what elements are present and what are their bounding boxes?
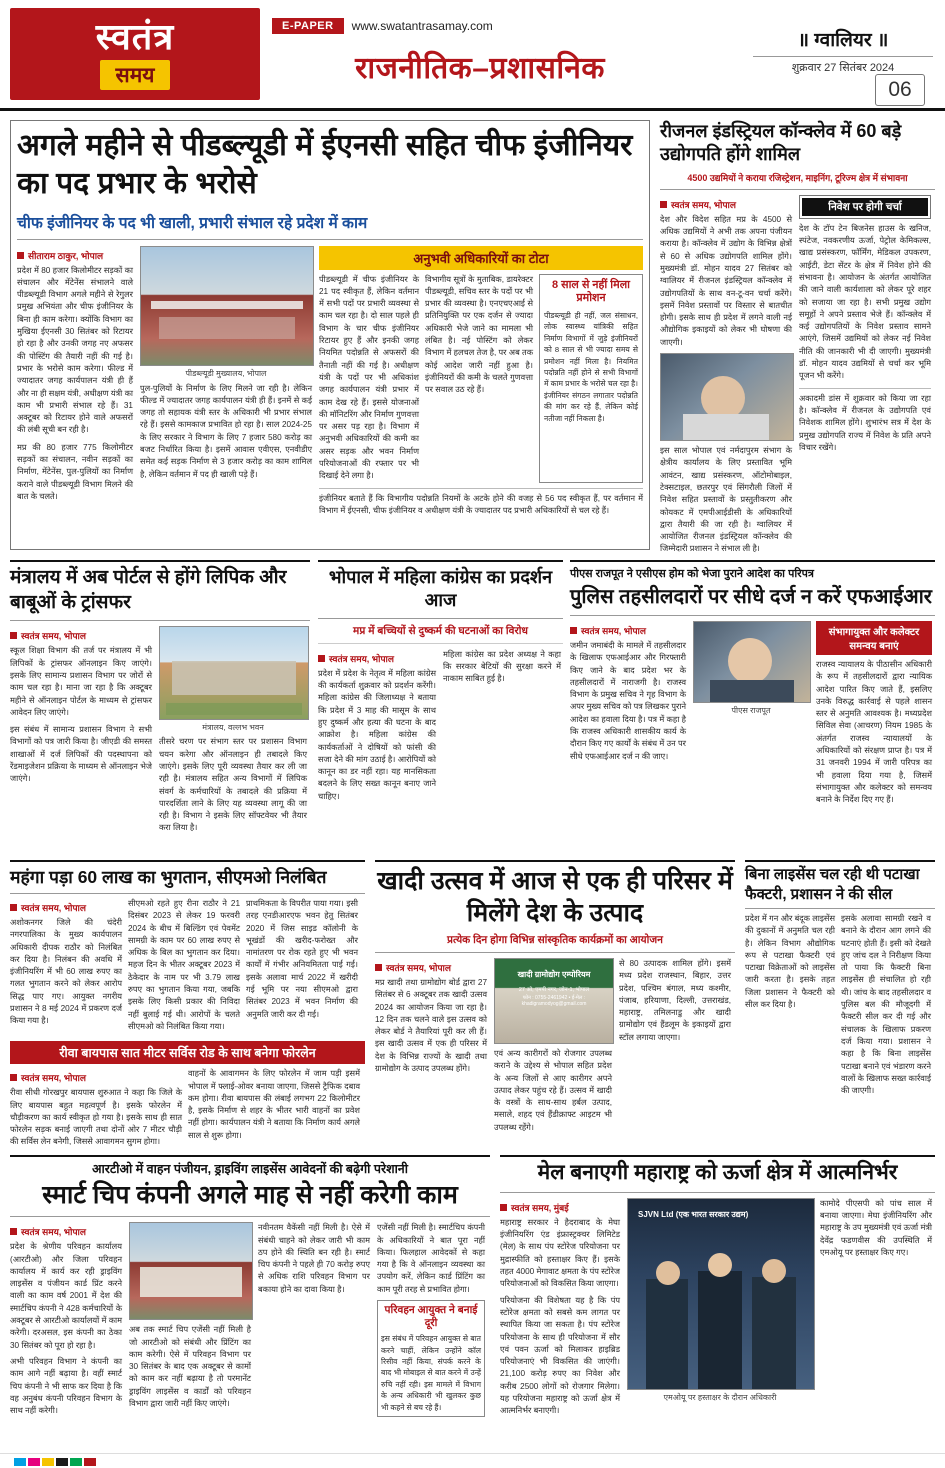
fir-text-2: राजस्व न्यायालय के पीठासीन अधिकारी के रूप में तहसीलदारों द्वारा न्यायिक आदेश पारित किए जाते हैं, इसलिए उनके विरुद्ध कार्रवाई से पहले शासन स्तर से अनुमति आवश्यक है। मध्यप्रदेश सिविल सेवा (आचरण) नियम 1985 के अंतर्गत राजस्व न्यायालयों के अधिकारियों को संरक्षण प्राप्त है। पत्र में 31 जनवरी 1994 में जारी परिपत्र का भी हवाला दिया गया है, जिसमें संभागायुक्त और कलेक्टर को समन्वय बनाने के निर्देश दिए गए हैं। [816,660,932,805]
mahila-congress-article [318,560,563,803]
transfer-photo [159,626,309,720]
smartchip-article [10,1155,490,1417]
cmo-suspended-article [10,860,365,1149]
khadi-headline: खादी उत्सव में आज से एक ही परिसर में मिलेंगे देश के उत्पाद [377,867,733,927]
lead-headline: अगले महीने से पीडब्ल्यूडी में ईएनसी सहित चीफ इंजीनियर का पद प्रभार के भरोसे [17,129,633,200]
color-swatches [14,1458,96,1466]
conclave-byline: स्वतंत्र समय, भोपाल [660,198,792,211]
conclave-photo [660,353,794,441]
newspaper-logo [10,8,260,100]
mel-headline: मेल बनाएगी महाराष्ट्र को ऊर्जा क्षेत्र में आत्मनिर्भर [537,1161,898,1184]
mel-text-2: परियोजना की विशेषता यह है कि पंप स्टोरेज क्षमता को सबसे कम लागत पर स्थापित किया जा सकता है। पंप स्टोरेज परियोजना के साथ ही परियोजना में सौर एवं पवन ऊर्जा को मिलाकर हाइब्रिड परियोजनाएं भी विकसित की जाएंगी। 21,100 करोड़ रुपए का निवेश और करीब 2500 लोगों को रोजगार मिलेगा। यह परियोजना महाराष्ट्र को ऊर्जा क्षेत्र में आत्मनिर्भर बनाएगी। [500,1295,620,1416]
lead-deck: चीफ इंजीनियर के पद भी खाली, प्रभारी संभाल रहे प्रदेश में काम [17,214,368,232]
fir-headline: पुलिस तहसीलदारों पर सीधे दर्ज न करें एफआईआर [570,586,932,608]
conclave-headline: रीजनल इंडस्ट्रियल कॉन्क्लेव में 60 बड़े उद्योगपति होंगे शामिल [660,121,902,165]
congress-byline: स्वतंत्र समय, भोपाल [318,652,436,665]
fir-byline: स्वतंत्र समय, भोपाल [570,624,686,637]
factory-headline: बिना लाइसेंस चल रही थी पटाखा फैक्टरी, प्रशासन ने की सील [745,866,920,903]
fir-banner: संभागायुक्त और कलेक्टर समन्वय बनाएं [816,621,932,655]
mel-byline: स्वतंत्र समय, मुंबई [500,1201,620,1214]
mel-text-1: महाराष्ट्र सरकार ने हैदराबाद के मेघा इंजीनियरिंग एंड इंफ्रास्ट्रक्चर लिमिटेड (मेल) के साथ पंप स्टोरेज परियोजना पर मुद्रास्फीति को हस्ताक्षर किए हैं। इसके तहत 4000 मेगावाट क्षमता के पंप स्टोरेज परियोजनाओं को विकसित किया जाएगा। [500,1217,620,1289]
epaper-bar [272,16,662,36]
transfer-byline: स्वतंत्र समय, भोपाल [10,629,152,642]
smartchip-photo [129,1222,253,1320]
transfer-headline: मंत्रालय में अब पोर्टल से होंगे लिपिक और बाबूओं के ट्रांसफर [10,567,287,613]
section-title: राजनीतिक–प्रशासनिक [355,52,605,85]
lead-photo-caption: पीडब्ल्यूडी मुख्यालय, भोपाल [185,368,267,378]
cmo-text-2: सीएमओ रहते हुए रीना राठौर ने 21 दिसंबर 2023 से लेकर 19 फरवरी 2024 के बीच में बिल्डिंग एवं पेवमेंट सामग्री के काम पर 60 लाख रुपए से अधिक के बिल का भुगतान कर दिया। महज दिन के भीतर अक्टूबर 2023 में ठेकेदार के नाम पर भी 3.79 लाख रुपए का भुगतान किया गया, जबकि इसके लिए किसी प्रकार की निविदा नहीं बुलाई गई थी। आरोपों के चलते सीएमओ को निलंबित किया गया। [128,899,240,1031]
edition-box [753,26,933,75]
lead-text-1: प्रदेश में 80 हजार किलोमीटर सड़कों का संचालन और मेंटेनेंस संभालने वाले पीडब्ल्यूडी विभाग अगले महीने से रेगुलर प्रमुख अभियंता और चीफ इंजीनियर के बिना ही काम करेगा। क्योंकि विभाग का मुखिया ईएनसी 30 सितंबर को रिटायर हो रहा है और उनकी जगह नए अफसर की पोस्टिंग की तैयारी नहीं की गई है। प्रभार के भरोसे काम करेगा। फील्ड में ज्यादातर जगह कार्यपालन यंत्री ही हैं और ना ही सक्षम यंत्री, अधीक्षण यंत्री का काम भी प्रभारी संभाल रहे हैं। 31 अक्टूबर को रिटायर होने वाले अफसरों की लंबी सूची बन रही है। [17,265,133,435]
transfer-text-2: तीसरे चरण पर संभाग स्तर पर प्रशासन विभाग चयन करेगा और ऑनलाइन ही तबादले किए जाएंगे। इसके लिए पूरी व्यवस्था तैयार कर ली जा रही है। मंत्रालय सहित अन्य विभागों में लिपिक संवर्ग के कर्मचारियों के तबादले की प्रक्रिया में पारदर्शिता लाने के लिए यह व्यवस्था लागू की जा रही है। विभाग ने इसके लिए सॉफ्टवेयर भी तैयार करा लिया है। [159,737,307,833]
smartchip-text-2: अब तक स्मार्ट चिप एजेंसी नहीं मिली है जो आरटीओ को संबंधी और प्रिंटिंग का काम करेगी। ऐसे में परिवहन विभाग पर 30 सितंबर के बाद एक अक्टूबर से कामों को काम कर नहीं बढ़ाया है तो परमानेंट ड्राइविंग लाइसेंस व कार्डों को परिवहन विभाग द्वारा जारी नहीं किए जाएंगे। [129,1325,251,1409]
page-number: 06 [875,74,925,106]
lead-sidebar-text-b: विभागीय सूत्रों के मुताबिक, डायरेक्टर पीडब्ल्यूडी, सचिव स्तर के पदों पर भी प्रभार की व्यवस्था है। एनएचएआई से प्रतिनियुक्ति पर एक दर्जन से ज्यादा अधिकारी भेजे जाने का मामला भी लंबित है। नई पोस्टिंग को लेकर विभाग में हलचल तेज है, पर अब तक कोई आदेश जारी नहीं हुआ है। इंजीनियरों की कमी के चलते गुणवत्ता पर सवाल उठ रहे हैं। [425,274,533,395]
smartchip-box-title: परिवहन आयुक्त ने बनाई दूरी [384,1304,478,1330]
smartchip-kicker: आरटीओ में वाहन पंजीयन, ड्राइविंग लाइसेंस आवेदनों की बढ़ेगी परेशानी [92,1162,408,1176]
khadi-text-1: मप्र खादी तथा ग्रामोद्योग बोर्ड द्वारा 27 सितंबर से 6 अक्टूबर तक खादी उत्सव 2024 का आयोजन किया जा रहा है। 12 दिन तक चलने वाले इस उत्सव को लेकर बोर्ड ने तैयारियां पूरी कर ली हैं। इस खादी उत्सव में एक ही परिसर में देश के विभिन्न राज्यों के खादी तथा ग्रामोद्योग के उत्पाद उपलब्ध होंगे। [375,978,487,1074]
fir-photo-caption: पीएस राजपूत [731,706,771,715]
lead-sidebar-title: अनुभवी अधिकारियों का टोटा [319,246,643,270]
smartchip-byline: स्वतंत्र समय, भोपाल [10,1225,122,1238]
rewa-text-2: वाहनों के आवागमन के लिए फोरलेन में जाम पड़ी इसमें भोपाल में फ्लाई-ओवर बनाया जाएगा, जिससे ट्रैफिक दबाव कम होगा। रीवा बायपास की लंबाई लगभग 22 किलोमीटर है, इसके निर्माण से शहर के भीतर भारी वाहनों का प्रवेश नहीं होगा। कार्यपालन यंत्री ने बताया कि निर्माण कार्य अगले साल से शुरू होगा। [188,1069,360,1140]
mel-banner-text: SJVN Ltd (एक भारत सरकार उद्यम) [638,1209,749,1219]
conclave-text-2: देश के टॉप टेन बिजनेस हाउस के खनिज, स्पंटेज, नवकरणीय ऊर्जा, पेट्रोल केमिकल्स, खाद्य प्रसंस्करण, फॉर्मिंग, मेडिकल उपकरण, आईटी, डेटा सेंटर के क्षेत्र में निवेश होने की संभावना है। आयोजन के अंतर्गत आयोजित की जाने वाली कार्यशाला को लेकर पूरे शहर को सजाया जा रहा है। सभी प्रमुख उद्योग समूहों ने अपने प्रस्ताव भेजे हैं। कॉन्क्लेव में कई उद्योगपतियों के निवेश प्रस्ताव सामने आएंगे, जिसमें उद्यमियों को लेकर नई निवेश नीति की जानकारी भी दी जाएगी। मुख्यमंत्री डॉ. मोहन यादव उद्यमियों से चर्चा कर भूमि पूजन भी करेंगे। [799,223,931,381]
industrial-conclave-article [660,120,935,556]
firecracker-factory-article [745,860,935,1097]
conclave-box-title: निवेश पर होगी चर्चा [802,198,928,216]
footer-strip [0,1453,945,1468]
lead-text-1b: मप्र की 80 हजार 775 किलोमीटर सड़कों का संचालन, नवीन सड़कों का निर्माण, मेंटेनेंस, पुल-पुलियों का निर्माण कराने वाले पीडब्ल्यूडी विभाग मिलने की बात के चलते। [17,442,133,501]
transfer-text-1: स्कूल शिक्षा विभाग की तर्ज पर मंत्रालय में भी लिपिकों के ट्रांसफर ऑनलाइन किए जाएंगे। इसके लिए सामान्य प्रशासन विभाग पर जोरों से काम चल रहा है। माना जा रहा है कि अक्टूबर महीने से ऑनलाइन पोर्टल के माध्यम से ट्रांसफर आवेदन लिए जाएंगे। [10,646,152,717]
cmo-byline: स्वतंत्र समय, भोपाल [10,901,122,914]
lead-photo [140,246,314,366]
conclave-text-1b: इस साल भोपाल एवं नर्मदापुरम संभाग के क्षेत्रीय कार्यालय के लिए प्रस्तावित भूमि आवंटन, खाद्य प्रसंस्करण, ऑटोमोबाइल, टेक्सटाइल, छतरपुर एवं सिंगरौली जिलों में निवेश सहित प्रस्तावों के प्रस्तुतीकरण और कोयकट में एमपीआईडीसी के अधिकारियों द्वारा तैयारी की जा रही है। ग्वालियर में आयोजित रीजनल इंडस्ट्रियल कॉन्क्लेव की जिम्मेदारी प्रशासन ने संभाल ली है। [660,446,792,554]
khadi-shop-phone: फोन : 0755-2461942 • ई-मेल : khadigramodyog@gmail.com [521,995,587,1007]
logo-subtitle: समय [100,60,171,90]
conclave-column-2 [799,195,931,556]
smartchip-headline: स्मार्ट चिप कंपनी अगले माह से नहीं करेगी काम [42,1181,458,1209]
masthead [0,0,945,111]
lead-infobox-text: पीडब्ल्यूडी ही नहीं, जल संसाधन, लोक स्वास्थ्य यांत्रिकी सहित निर्माण विभागों में जुड़े इंजीनियरों को 8 साल से भी ज्यादा समय से प्रमोशन नहीं मिला है। नियमित पदोन्नति नहीं होने से सभी विभागों में काम प्रभार के भरोसे चल रहा है। इंजीनियर संगठन लगातार पदोन्नति की मांग कर रहे हैं, लेकिन कोई नतीजा नहीं निकला है। [544,311,638,423]
factory-text-2: इसके अलावा सामग्री रखने व बनाने के दौरान आग लगने की घटनाएं होती हैं। इसी को देखते हुए जांच दल ने निरीक्षण किया तो पाया कि फैक्टरी बिना लाइसेंस ही संचालित हो रही थी। जांच के बाद तहसीलदार व पुलिस बल की मौजूदगी में फैक्टरी सील कर दी गई और संचालक के खिलाफ प्रकरण दर्ज किया गया। प्रशासन ने कहा है कि बिना लाइसेंस पटाखा बनाने एवं भंडारण करने वालों के खिलाफ सख्त कार्रवाई की जाएगी। [841,914,931,1096]
epaper-badge[interactable]: E-PAPER [272,18,344,34]
lead-column-1 [17,246,133,518]
mel-text-3: कामोदे पीएसपी को पांच साल में बनाया जाएगा। मेघा इंजीनियरिंग और महाराष्ट्र के उप मुख्यमंत्री एवं ऊर्जा मंत्री देवेंद्र फडणवीस की उपस्थिति में एमओयू पर हस्ताक्षर किए गए। [820,1198,932,1258]
edition-date: शुक्रवार 27 सितंबर 2024 [753,56,933,75]
smartchip-text-3: एजेंसी नहीं मिली है। स्मार्टचिप कंपनी के अधिकारियों ने बात पूरा नहीं किया। फिलहाल आवेदकों से कहा गया है कि वे ऑनलाइन व्यवस्था का उपयोग करें, लेकिन कार्ड प्रिंटिंग का काम पूरी तरह से प्रभावित होगा। [377,1223,485,1294]
lead-article [10,120,650,550]
lead-column-2 [140,246,312,518]
lead-byline: सीताराम ठाकुर, भोपाल [17,249,133,262]
factory-text-1: प्रदेश में गन और बंदूक लाइसेंस की दुकानों में अनुमति चल रही है। लेकिन विभाग औद्योगिक रूप से पटाखा फैक्टरी एवं पटाखा विक्रेताओं को लाइसेंस जारी करता है। इसके तहत जिला प्रशासन ने फैक्टरी को सील कर दिया है। [745,914,835,1010]
khadi-byline: स्वतंत्र समय, भोपाल [375,961,487,974]
khadi-shop-photo [494,958,614,1044]
congress-subhead: मप्र में बच्चियों से दुष्कर्म की घटनाओं का विरोध [353,624,528,637]
fir-kicker: पीएस राजपूत ने एसीएस होम को भेजा पुराने आदेश का परिपत्र [570,568,814,580]
congress-text-1b: महिला कांग्रेस का प्रदेश अध्यक्ष ने कहा कि सरकार बेटियों की सुरक्षा करने में नाकाम साबित हुई है। [443,649,561,684]
khadi-deck: प्रत्येक दिन होगा विभिन्न सांस्कृतिक कार्यक्रमों का आयोजन [447,934,663,946]
conclave-text-1: देश और विदेश सहित मप्र के 4500 से अधिक उद्यमियों ने अभी तक अपना पंजीयन कराया है। कॉन्क्लेव में उद्योग के विभिन्न क्षेत्रों से 60 से अधिक उद्योगपति शामिल होंगे। मुख्यमंत्री डॉ. मोहन यादव 27 सितंबर को ग्वालियर में रीजनल इंडस्ट्रियल कॉन्क्लेव में उद्योगपतियों के साथ वन-टू-वन चर्चा करेंगे। इसमें निवेश प्रस्तावों पर विस्तार से बातचीत होगी। इसके साथ ही प्रदेश में लगने वाली नई औद्योगिक इकाइयों को लेकर भी घोषणा की जाएगी। [660,214,792,347]
lead-infobox [539,274,643,483]
smartchip-text-1: प्रदेश के श्रेणीय परिवहन कार्यालय (आरटीओ) और जिला परिवहन कार्यालय में कार्य कर रही ड्राइविंग लाइसेंस व पंजीयन कार्ड प्रिंट करने वाली का काम वर्ष 2001 में देश की स्मार्टचिप कंपनी ने 428 कर्मचारियों के अक्टूबर से आरटीओ कार्यालयों में काम करेगी। दरअसल, इस कंपनी का ठेका 30 सितंबर को पूरा हो रहा है। [10,1242,123,1350]
lead-sidebar-text-a: पीडब्ल्यूडी में चीफ इंजीनियर के 21 पद स्वीकृत हैं, लेकिन वर्तमान में सभी पदों पर प्रभारी व्यवस्था से काम चल रहा है। दो साल पहले ही विभाग के चार चीफ इंजीनियर रिटायर हुए हैं और इनकी जगह नियमित पदोन्नति से अफसरों की तैनाती नहीं की गई है। अधीक्षण यंत्री के पदों पर भी अधिकांश जगह कार्यपालन यंत्री प्रभार में काम देख रहे हैं। इससे योजनाओं की मॉनिटरिंग और निर्माण गुणवत्ता पर असर पड़ रहा है। विभाग में अनुभवी अधिकारियों की कमी का असर सड़क और भवन निर्माण परियोजनाओं की रफ्तार पर भी दिखाई देने लगा है। [319,274,419,481]
smartchip-text-2b: नवीनतम वैकेंसी नहीं मिली है। ऐसे में संबंधी चाहने को लेकर जारी भी काम ठप होने की स्थिति बन रही है। स्मार्ट चिप कंपनी ने पहले ही 70 करोड़ रुपए से अधिक राशि परिवहन विभाग पर बकाया होने का दावा किया है। [258,1223,370,1294]
logo-title: स्वतंत्र [95,15,175,57]
tehsildar-fir-article [570,560,935,807]
khadi-shop-address: 27 ओ, एमपी नगर, जोन-1, भोपाल [518,987,590,993]
lead-sidebar-footer: इंजीनियर बताते हैं कि विभागीय पदोन्नति नियमों के अटके होने की वजह से 56 पद स्वीकृत हैं, पर वर्तमान में विभाग में ईएनसी, चीफ इंजीनियर व अधीक्षण यंत्री के ज्यादातर पद प्रभारी अधिकारियों से चल रहे हैं। [319,488,643,518]
rewa-byline: स्वतंत्र समय, भोपाल [10,1071,182,1084]
congress-text-1: प्रदेश में प्रदेश के नेतृत्व में महिला कांग्रेस की कार्यकर्ता शुक्रवार को प्रदर्शन करेंगी। महिला कांग्रेस की जिलाध्यक्ष ने बताया कि प्रदेश में 3 माह की मासूम के साथ हुए दुष्कर्म और हत्या की घटना के बाद आक्रोश है। महिला कांग्रेस की कार्यकर्ताओं ने दोषियों को फांसी की सजा देने की मांग उठाई है। आरोपियों को कानून का डर नहीं रहा। यह मानसिकता बदलने के लिए सख्त कानून बनाए जाने चाहिए। [318,668,436,801]
rewa-text-1: रीवा सीधी गोरखपुर बायपास शुरुआत ने कहा कि जिले के लिए बायपास बहुत महत्वपूर्ण है। इसके फोरलेन में चौड़ीकरण का कार्य स्वीकृत हो गया है। इसके साथ ही सात फोरलेन सड़क बनाई जाएगी तथा दोनों ओर 7 मीटर चौड़ी की सर्विस लेन बनेगी, जिससे आवागमन सुगम होगा। [10,1088,182,1147]
lead-infobox-title: 8 साल से नहीं मिला प्रमोशन [551,278,631,305]
edition-city: ॥ ग्वालियर ॥ [797,30,889,51]
cmo-text-3: प्राथमिकता के विपरीत पाया गया। इसी तरह एनडीआरएफ भवन हेतु सितंबर 2020 में जिस साइड कॉलोनी के भूखंडों की खरीद-फरोख्त और नामांतरण पर रोक रहते हुए भी भवन कार्यों में गंभीर अनियमितता पाई गई। इसके अलावा मार्च 2022 में खरीदी गई भूमि पर नया सीएमओ द्वारा सितंबर 2023 में भवन निर्माण की अनुमति जारी कर दी गई। [246,899,358,1019]
conclave-text-2b: अकादमी डांस में शुक्रवार को किया जा रहा है। कॉन्क्लेव में रीजनल के उद्योगपति एवं निवेशक शामिल होंगे। शुभारंभ सत्र में देश के प्रमुख उद्योगपति राज्य में निवेश के प्रति अपने विचार रखेंगे। [799,388,931,454]
smartchip-box-text: इस संबंध में परिवहन आयुक्त से बात करने चाहीं, लेकिन उन्होंने कॉल रिसीव नहीं किया, संपर्क करने के बाद भी मोबाइल से बात करने में उन्हें रुचि नहीं रही। इस मामले में विभाग के अन्य अधिकारी भी खुलकर कुछ भी कहने से बच रहे हैं। [381,1334,481,1412]
khadi-text-3: से 80 उत्पादक शामिल होंगे। इसमें मध्य प्रदेश राजस्थान, बिहार, उत्तर प्रदेश, पश्चिम बंगाल, मध्य कश्मीर, पंजाब, हरियाणा, दिल्ली, उत्तराखंड, महाराष्ट्र, तमिलनाडु और खादी ग्रामोद्योग एवं हैंडलूम के इकाइयों द्वारा स्टॉल लगाया जाएगा। [619,959,731,1042]
fir-photo [693,621,811,703]
rewa-bypass-banner: रीवा बायपास सात मीटर सर्विस रोड के साथ बनेगा फोरलेन [10,1041,365,1064]
website-url[interactable]: www.swatantrasamay.com [351,19,493,33]
mel-photo-caption: एमओयू पर हस्ताक्षर के दौरान अधिकारी [663,1392,777,1402]
transfer-text-1b: इस संबंध में सामान्य प्रशासन विभाग ने सभी विभागों को पत्र जारी किया है। जीएडी की समस्त शाखाओं में दर्ज लिपिकों की पदस्थापना को रेंडमाइजेशन प्रक्रिया के माध्यम से ऑनलाइन भेजे जाएंगे। [10,725,152,784]
lead-text-2: पुल-पुलियों के निर्माण के लिए मिलने जा रही है। लेकिन फील्ड में ज्यादातर जगह कार्यपालन यंत्री ही हैं। इनमें से कई जगह तो सहायक यंत्री स्तर के अधिकारी भी प्रभार संभाल रहे हैं। इससे कामकाज प्रभावित हो रहा है। साल 2024-25 के लिए सरकार ने विभाग के लिए 7 हजार 580 करोड़ का बजट निर्धारित किया है। इसमें आवास एवीएस, एनवीडीए समेत कई सड़क निर्माण से 3 हजार करोड़ का काम शामिल है, लेकिन वर्तमान में पद ही खाली पड़े हैं। [140,383,312,479]
cmo-headline: महंगा पड़ा 60 लाख का भुगतान, सीएमओ निलंबित [10,867,327,887]
smartchip-text-1b: अभी परिवहन विभाग ने कंपनी का काम आगे नहीं बढ़ाया है। वहीं स्मार्ट चिप कंपनी ने भी साफ कर दिया है कि वह अनुबंध कंपनी परिवहन विभाग के साथ नहीं करेगी। [10,1356,122,1416]
mel-maharashtra-article [500,1155,935,1418]
khadi-text-2: एवं अन्य कारीगरों को रोजगार उपलब्ध कराने के उद्देश्य से भोपाल सहित प्रदेश के अन्य जिलों से आए कारीगर अपने उत्पाद लेकर पहुंच रहे हैं। उत्सव में खादी के वस्त्रों के साथ-साथ हर्बल उत्पाद, मसाले, शहद एवं हैंडीक्राफ्ट आइटम भी उपलब्ध रहेंगे। [494,1049,612,1132]
conclave-column-1 [660,195,792,556]
transfer-photo-caption: मंत्रालय, वल्लभ भवन [202,723,264,733]
congress-headline: भोपाल में महिला कांग्रेस का प्रदर्शन आज [328,567,553,611]
conclave-deck: 4500 उद्यमियों ने कराया रजिस्ट्रेशन, माइनिंग, टूरिज्म क्षेत्र में संभावना [687,172,908,183]
khadi-festival-article [375,860,735,1134]
khadi-shop-sign: खादी ग्रामोद्योग एम्पोरियम [517,970,591,979]
transfer-portal-article [10,560,310,835]
fir-text-1: जमीन जमाबंदी के मामले में तहसीलदार के खिलाफ एफआईआर और गिरफ्तारी किए जाने के बाद प्रदेश भर के तहसीलदारों में नाराजगी है। राजस्व विभाग के प्रमुख सचिव ने गृह विभाग के अपर मुख्य सचिव को पत्र लिखकर पुराने आदेश का हवाला दिया है। पत्र में कहा है कि राजस्व अधिकारी शासकीय कार्य के दौरान किए गए कार्यों के संबंध में उन पर सीधे एफआईआर दर्ज न की जाए। [570,641,686,761]
lead-column-3 [319,246,643,518]
cmo-text-1: अशोकनगर जिले की चंदेरी नगरपालिका के मुख्य कार्यपालन अधिकारी दीपक राठौर को निलंबित कर दिया है। निलंबन की अवधि में इंजीनियरिंग में भी 60 लाख रुपए का गलत भुगतान करने को लेकर आरोप सिद्ध पाए गए। आयुक्त नगरीय प्रशासन ने 8 मई 2024 में प्रकरण दर्ज किया गया है। [10,918,122,1026]
mel-photo [627,1198,815,1390]
